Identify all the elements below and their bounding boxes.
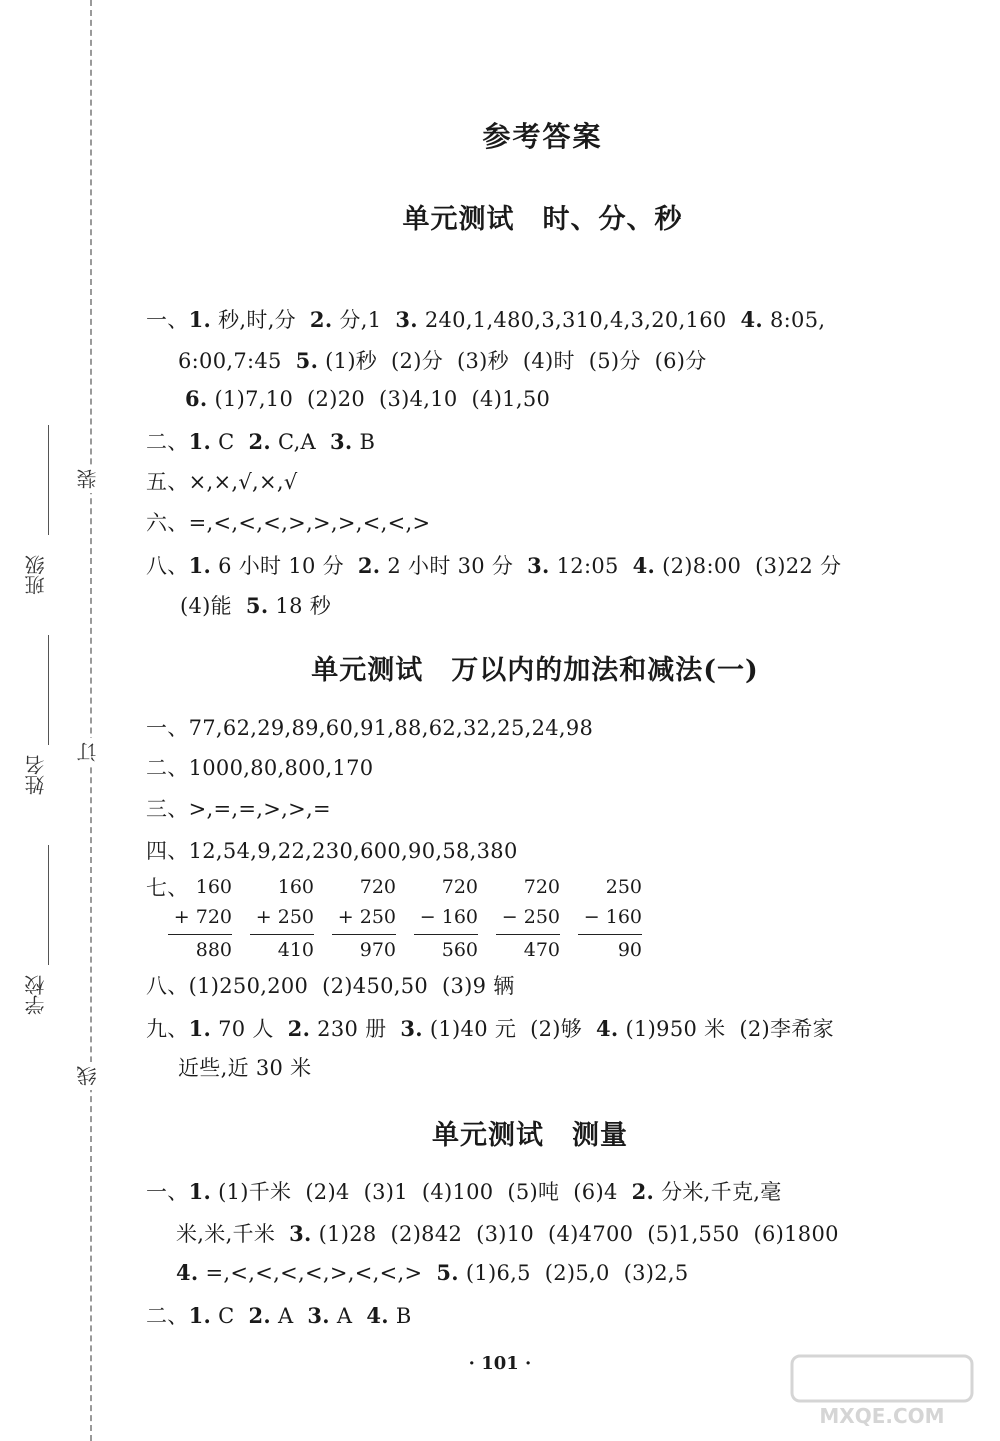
answer-text: 米,米,千米 xyxy=(176,1222,290,1246)
answer-text: 240,1,480,3,310,4,3,20,160 xyxy=(417,308,741,332)
answer-text: (1)秒 (2)分 (3)秒 (4)时 (5)分 (6)分 xyxy=(318,349,707,373)
answer-line xyxy=(180,590,331,620)
answer-line xyxy=(146,1300,412,1330)
question-group-number: 六、 xyxy=(146,511,189,535)
vertical-calc-2 xyxy=(250,872,314,965)
page-title: 参考答案 xyxy=(482,120,603,153)
answer-text: (1)40 元 (2)够 xyxy=(422,1017,596,1041)
answer-text: (1)千米 (2)4 (3)1 (4)100 (5)吨 (6)4 xyxy=(211,1180,632,1204)
question-number: 4. xyxy=(740,307,764,332)
question-number: 3. xyxy=(395,307,418,332)
answer-text: 1000,80,800,170 xyxy=(188,756,374,780)
question-number: 1. xyxy=(188,1303,212,1328)
question-number: 6. xyxy=(185,386,208,411)
section-heading-time: 单元测试 时、分、秒 xyxy=(402,204,683,235)
question-number: 2. xyxy=(248,429,271,454)
calc-operand: + 250 xyxy=(337,906,396,928)
answer-text: =,<,<,<,<,>,<,<,> xyxy=(198,1261,437,1285)
vertical-calc-3 xyxy=(332,872,396,965)
answer-text: 77,62,29,89,60,91,88,62,32,25,24,98 xyxy=(188,716,594,740)
question-group-number: 一、 xyxy=(146,308,189,332)
answer-text: (2)8:00 (3)22 分 xyxy=(655,554,842,578)
answer-text: 分米,千克,毫 xyxy=(654,1180,782,1204)
answer-line xyxy=(146,1176,782,1206)
answer-line xyxy=(178,345,707,375)
answer-text: C,A xyxy=(270,430,330,454)
question-group-number: 四、 xyxy=(146,839,189,863)
binding-mark-ding: 订 xyxy=(78,738,98,766)
class-blank-line xyxy=(48,425,49,535)
question-group-number: 二、 xyxy=(146,1304,189,1328)
calc-operand: − 160 xyxy=(583,906,642,928)
question-group-number: 八、 xyxy=(146,974,189,998)
answer-line xyxy=(146,550,841,580)
vertical-calc-1 xyxy=(168,872,232,965)
class-label: 班级 xyxy=(24,555,48,595)
vertical-calc-4 xyxy=(414,872,478,965)
answer-text: 12:05 xyxy=(549,554,633,578)
question-group-number: 八、 xyxy=(146,554,189,578)
question-number: 1. xyxy=(188,429,212,454)
answer-text: C xyxy=(211,1304,249,1328)
question-number: 2. xyxy=(357,553,381,578)
question-number: 2. xyxy=(287,1016,311,1041)
answer-line xyxy=(185,386,550,411)
calc-result: 880 xyxy=(195,939,232,961)
question-number: 5. xyxy=(295,348,319,373)
answer-text: 70 人 xyxy=(211,1017,288,1041)
school-label: 学校 xyxy=(24,975,48,1015)
calc-result: 410 xyxy=(277,939,314,961)
answer-text: (1)250,200 (2)450,50 (3)9 辆 xyxy=(188,974,515,998)
question-number: 1. xyxy=(188,1179,212,1204)
section-heading-addition: 单元测试 万以内的加法和减法(一) xyxy=(311,655,759,686)
answer-text: 8:05, xyxy=(763,308,826,332)
answer-text: 分,1 xyxy=(332,308,396,332)
question-number: 4. xyxy=(176,1260,199,1285)
question-number: 4. xyxy=(632,553,656,578)
answer-text: (1)950 米 (2)李希家 xyxy=(618,1017,834,1041)
answer-line xyxy=(146,1013,834,1043)
answer-line xyxy=(146,793,331,823)
name-label: 姓名 xyxy=(24,755,48,795)
answer-line xyxy=(146,835,518,865)
question-group-number: 七、 xyxy=(146,876,189,900)
answer-text: 6 小时 10 分 xyxy=(211,554,358,578)
answer-text: 230 册 xyxy=(310,1017,401,1041)
answer-text: 18 秒 xyxy=(268,594,332,618)
answer-text: 12,54,9,22,230,600,90,58,380 xyxy=(188,839,518,863)
question-number: 3. xyxy=(527,553,550,578)
answer-text: B xyxy=(352,430,376,454)
question-number: 1. xyxy=(188,553,212,578)
calc-result: 970 xyxy=(359,939,396,961)
question-group-number: 九、 xyxy=(146,1017,189,1041)
answer-text: (1)7,10 (2)20 (3)4,10 (4)1,50 xyxy=(207,387,551,411)
calc-operand: − 250 xyxy=(501,906,560,928)
calc-top: 250 xyxy=(605,876,642,898)
question-number: 3. xyxy=(400,1016,423,1041)
answer-text: 6:00,7:45 xyxy=(178,349,296,373)
calc-operand: + 720 xyxy=(173,906,232,928)
answer-line xyxy=(146,304,825,334)
answer-text: A xyxy=(270,1304,308,1328)
answer-line xyxy=(146,752,373,782)
question-group-number: 三、 xyxy=(146,797,189,821)
answer-line xyxy=(146,426,375,456)
question-number: 4. xyxy=(366,1303,389,1328)
answer-text: 2 小时 30 分 xyxy=(380,554,528,578)
answer-text: (1)6,5 (2)5,0 (3)2,5 xyxy=(458,1261,689,1285)
question-number: 5. xyxy=(436,1260,459,1285)
question-number: 2. xyxy=(631,1179,655,1204)
calc-operand: + 250 xyxy=(255,906,314,928)
svg-text:MXQE.COM: MXQE.COM xyxy=(819,1404,945,1428)
question-number: 3. xyxy=(289,1221,312,1246)
question-number: 4. xyxy=(596,1016,619,1041)
answer-text: C xyxy=(211,430,249,454)
question-number: 2. xyxy=(309,307,333,332)
answer-line xyxy=(178,1052,311,1082)
calc-top: 720 xyxy=(359,876,396,898)
answer-line xyxy=(146,970,515,1000)
question-group-number: 五、 xyxy=(146,470,189,494)
school-blank-line xyxy=(48,845,49,965)
question-number: 5. xyxy=(245,593,269,618)
answer-text: ×,×,√,×,√ xyxy=(188,470,298,494)
page-number: · 101 · xyxy=(468,1353,532,1374)
vertical-calc-5 xyxy=(496,872,560,965)
question-group-number: 二、 xyxy=(146,430,189,454)
answer-text: (1)28 (2)842 (3)10 (4)4700 (5)1,550 (6)1800 xyxy=(311,1222,839,1246)
calc-top: 160 xyxy=(277,876,314,898)
answer-text: B xyxy=(388,1304,412,1328)
vertical-calc-6 xyxy=(578,872,642,965)
question-group-number: 一、 xyxy=(146,1180,189,1204)
question-number: 1. xyxy=(188,307,212,332)
answer-line xyxy=(176,1260,689,1285)
calc-result: 560 xyxy=(441,939,478,961)
calc-top: 160 xyxy=(195,876,232,898)
answer-text: 近些,近 30 米 xyxy=(178,1056,312,1080)
binding-mark-zhuang: 装 xyxy=(78,465,98,493)
answer-text: >,=,=,>,>,= xyxy=(188,797,331,821)
question-group-number: 一、 xyxy=(146,716,189,740)
answer-text: A xyxy=(329,1304,367,1328)
question-number: 3. xyxy=(329,429,353,454)
calc-top: 720 xyxy=(441,876,478,898)
calc-operand: − 160 xyxy=(419,906,478,928)
binding-mark-xian: 线 xyxy=(78,1062,98,1090)
calc-result: 90 xyxy=(617,939,642,961)
answer-line xyxy=(176,1218,839,1248)
section-heading-measurement: 单元测试 测量 xyxy=(432,1120,628,1151)
answer-text: =,<,<,<,>,>,>,<,<,> xyxy=(188,511,431,535)
answer-line xyxy=(146,507,430,537)
answer-text: 秒,时,分 xyxy=(211,308,310,332)
question-number: 3. xyxy=(307,1303,330,1328)
question-number: 1. xyxy=(188,1016,212,1041)
calc-result: 470 xyxy=(523,939,560,961)
question-group-number: 二、 xyxy=(146,756,189,780)
calc-top: 720 xyxy=(523,876,560,898)
answer-text: (4)能 xyxy=(180,594,246,618)
question-number: 2. xyxy=(248,1303,271,1328)
answer-line xyxy=(146,712,593,742)
answer-line xyxy=(146,466,298,496)
